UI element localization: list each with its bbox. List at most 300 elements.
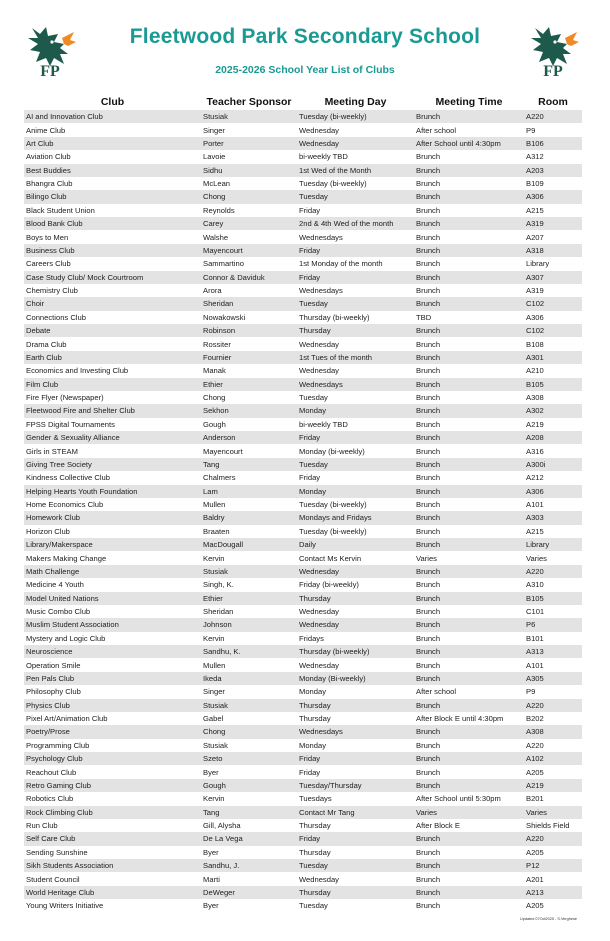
room-cell: A102 <box>526 754 544 764</box>
room-cell: C102 <box>526 299 545 309</box>
club-name-cell: Helping Hearts Youth Foundation <box>26 486 138 496</box>
table-row <box>24 712 582 725</box>
table-row <box>24 645 582 658</box>
meeting-day-cell: Daily <box>299 540 316 550</box>
table-row <box>24 859 582 872</box>
teacher-cell: Sekhon <box>203 406 229 416</box>
table-row <box>24 458 582 471</box>
teacher-cell: Stusiak <box>203 112 228 122</box>
meeting-time-cell: Brunch <box>416 593 441 603</box>
room-cell: A220 <box>526 700 544 710</box>
meeting-time-cell: After Block E <box>416 821 460 831</box>
meeting-time-cell: Brunch <box>416 660 441 670</box>
meeting-time-cell: Brunch <box>416 861 441 871</box>
table-row <box>24 872 582 885</box>
meeting-day-cell: Wednesdays <box>299 232 343 242</box>
table-row <box>24 792 582 805</box>
teacher-cell: Johnson <box>203 620 232 630</box>
meeting-time-cell: Brunch <box>416 152 441 162</box>
meeting-day-cell: Tuesday (bi-weekly) <box>299 179 367 189</box>
room-cell: A306 <box>526 486 544 496</box>
table-row <box>24 123 582 136</box>
meeting-day-cell: Wednesday <box>299 607 339 617</box>
meeting-day-cell: Friday <box>299 834 321 844</box>
club-name-cell: Pen Pals Club <box>26 673 75 683</box>
meeting-day-cell: bi-weekly TBD <box>299 419 348 429</box>
meeting-day-cell: Tuesday (bi-weekly) <box>299 112 367 122</box>
teacher-cell: Byer <box>203 901 219 911</box>
table-row <box>24 739 582 752</box>
meeting-time-cell: Brunch <box>416 406 441 416</box>
teacher-cell: Lavoie <box>203 152 226 162</box>
room-cell: Library <box>526 259 550 269</box>
meeting-day-cell: Thursday <box>299 326 331 336</box>
meeting-day-cell: Thursday <box>299 887 331 897</box>
meeting-day-cell: Wednesday <box>299 125 339 135</box>
teacher-cell: Chalmers <box>203 473 236 483</box>
meeting-time-cell: Brunch <box>416 540 441 550</box>
club-name-cell: Chemistry Club <box>26 286 78 296</box>
teacher-cell: Ethier <box>203 593 223 603</box>
meeting-time-cell: Brunch <box>416 112 441 122</box>
teacher-cell: Reynolds <box>203 205 235 215</box>
room-cell: B109 <box>526 179 544 189</box>
club-name-cell: Aviation Club <box>26 152 71 162</box>
club-name-cell: Run Club <box>26 821 58 831</box>
page-subtitle: 2025-2026 School Year List of Clubs <box>215 64 395 76</box>
table-row <box>24 431 582 444</box>
teacher-cell: Manak <box>203 366 226 376</box>
room-cell: P9 <box>526 687 536 697</box>
room-cell: C102 <box>526 326 545 336</box>
room-cell: A318 <box>526 245 544 255</box>
teacher-cell: Chong <box>203 727 226 737</box>
room-cell: A306 <box>526 192 544 202</box>
meeting-day-cell: Monday <box>299 486 327 496</box>
meeting-day-cell: Thursday <box>299 714 331 724</box>
club-name-cell: Business Club <box>26 245 75 255</box>
table-row <box>24 899 582 912</box>
teacher-cell: Singh, K. <box>203 580 234 590</box>
room-cell: B106 <box>526 138 544 148</box>
meeting-time-cell: Brunch <box>416 473 441 483</box>
meeting-time-cell: Brunch <box>416 205 441 215</box>
column-header-day: Meeting Day <box>324 96 387 108</box>
meeting-time-cell: Brunch <box>416 245 441 255</box>
meeting-day-cell: Tuesdays <box>299 794 332 804</box>
teacher-cell: Rossiter <box>203 339 231 349</box>
meeting-day-cell: Tuesday/Thursday <box>299 780 362 790</box>
meeting-time-cell: Brunch <box>416 834 441 844</box>
meeting-day-cell: Monday <box>299 740 327 750</box>
meeting-time-cell: Brunch <box>416 192 441 202</box>
room-cell: A207 <box>526 232 544 242</box>
club-name-cell: FPSS Digital Tournaments <box>26 419 115 429</box>
club-name-cell: Film Club <box>26 379 59 389</box>
meeting-day-cell: Tuesday <box>299 459 328 469</box>
teacher-cell: Chong <box>203 192 226 202</box>
table-row <box>24 137 582 150</box>
club-name-cell: Art Club <box>26 138 54 148</box>
table-row <box>24 699 582 712</box>
meeting-day-cell: Monday (bi-weekly) <box>299 446 365 456</box>
teacher-cell: Sidhu <box>203 165 223 175</box>
room-cell: A220 <box>526 112 544 122</box>
teacher-cell: Kervin <box>203 794 225 804</box>
meeting-time-cell: Brunch <box>416 740 441 750</box>
club-name-cell: Economics and Investing Club <box>26 366 129 376</box>
room-cell: A215 <box>526 526 544 536</box>
room-cell: A319 <box>526 286 544 296</box>
room-cell: A213 <box>526 887 544 897</box>
room-cell: P6 <box>526 620 536 630</box>
table-row <box>24 404 582 417</box>
room-cell: B101 <box>526 633 544 643</box>
table-row <box>24 378 582 391</box>
club-name-cell: Physics Club <box>26 700 70 710</box>
meeting-time-cell: TBD <box>416 312 432 322</box>
room-cell: A308 <box>526 393 544 403</box>
meeting-day-cell: Monday <box>299 406 327 416</box>
table-row <box>24 110 582 123</box>
table-row <box>24 618 582 631</box>
teacher-cell: Anderson <box>203 433 236 443</box>
meeting-day-cell: Thursday (bi-weekly) <box>299 647 370 657</box>
meeting-day-cell: Wednesday <box>299 339 339 349</box>
room-cell: P12 <box>526 861 540 871</box>
table-row <box>24 832 582 845</box>
meeting-day-cell: Tuesday <box>299 299 328 309</box>
room-cell: A210 <box>526 366 544 376</box>
meeting-day-cell: Thursday <box>299 700 331 710</box>
club-name-cell: Poetry/Prose <box>26 727 70 737</box>
meeting-day-cell: Wednesday <box>299 138 339 148</box>
club-name-cell: Young Writers Initiative <box>26 901 104 911</box>
club-name-cell: Self Care Club <box>26 834 76 844</box>
teacher-cell: Mayencourt <box>203 446 243 456</box>
meeting-day-cell: Contact Ms Kervin <box>299 553 362 563</box>
table-row <box>24 190 582 203</box>
room-cell: A203 <box>526 165 544 175</box>
room-cell: A300i <box>526 459 546 469</box>
column-header-room: Room <box>538 96 568 108</box>
table-row <box>24 418 582 431</box>
club-name-cell: Programming Club <box>26 740 90 750</box>
meeting-time-cell: After school <box>416 687 457 697</box>
meeting-time-cell: Brunch <box>416 232 441 242</box>
table-row <box>24 471 582 484</box>
meeting-day-cell: 2nd & 4th Wed of the month <box>299 219 394 229</box>
meeting-day-cell: Friday <box>299 433 321 443</box>
room-cell: A310 <box>526 580 544 590</box>
teacher-cell: McLean <box>203 179 231 189</box>
room-cell: A215 <box>526 205 544 215</box>
teacher-cell: Szeto <box>203 754 223 764</box>
teacher-cell: De La Vega <box>203 834 243 844</box>
meeting-day-cell: 1st Monday of the month <box>299 259 383 269</box>
club-name-cell: AI and Innovation Club <box>26 112 103 122</box>
club-name-cell: Choir <box>26 299 45 309</box>
meeting-day-cell: Wednesday <box>299 366 339 376</box>
teacher-cell: Connor & Daviduk <box>203 272 265 282</box>
logo-text: FP <box>40 63 60 78</box>
teacher-cell: Byer <box>203 847 219 857</box>
teacher-cell: Lam <box>203 486 218 496</box>
table-row <box>24 752 582 765</box>
room-cell: A307 <box>526 272 544 282</box>
meeting-day-cell: Wednesdays <box>299 379 343 389</box>
meeting-time-cell: Brunch <box>416 500 441 510</box>
teacher-cell: Robinson <box>203 326 236 336</box>
meeting-day-cell: Thursday <box>299 847 331 857</box>
room-cell: A303 <box>526 513 544 523</box>
table-row <box>24 284 582 297</box>
teacher-cell: Byer <box>203 767 219 777</box>
room-cell: A205 <box>526 847 544 857</box>
teacher-cell: Tang <box>203 459 220 469</box>
teacher-cell: Sandhu, J. <box>203 861 240 871</box>
table-row <box>24 364 582 377</box>
table-row <box>24 525 582 538</box>
teacher-cell: Sheridan <box>203 299 234 309</box>
teacher-cell: Gough <box>203 780 226 790</box>
club-name-cell: Robotics Club <box>26 794 74 804</box>
club-name-cell: Careers Club <box>26 259 71 269</box>
teacher-cell: Ethier <box>203 379 223 389</box>
teacher-cell: Singer <box>203 687 225 697</box>
table-row <box>24 324 582 337</box>
meeting-day-cell: Friday <box>299 473 321 483</box>
meeting-time-cell: Brunch <box>416 847 441 857</box>
club-name-cell: Psychology Club <box>26 754 83 764</box>
meeting-day-cell: Wednesday <box>299 620 339 630</box>
meeting-day-cell: Wednesday <box>299 874 339 884</box>
table-row <box>24 578 582 591</box>
club-name-cell: Sikh Students Association <box>26 861 114 871</box>
table-row <box>24 538 582 551</box>
meeting-day-cell: Tuesday <box>299 192 328 202</box>
room-cell: A305 <box>526 673 544 683</box>
table-row <box>24 204 582 217</box>
meeting-day-cell: Tuesday <box>299 901 328 911</box>
column-header-teacher: Teacher Sponsor <box>206 96 292 108</box>
club-name-cell: Horizon Club <box>26 526 70 536</box>
teacher-cell: Ikeda <box>203 673 222 683</box>
club-name-cell: Kindness Collective Club <box>26 473 110 483</box>
meeting-day-cell: Thursday <box>299 593 331 603</box>
club-name-cell: Connections Club <box>26 312 86 322</box>
teacher-cell: Mullen <box>203 660 226 670</box>
meeting-day-cell: Friday <box>299 754 321 764</box>
club-name-cell: Makers Making Change <box>26 553 107 563</box>
room-cell: A201 <box>526 874 544 884</box>
room-cell: A306 <box>526 312 544 322</box>
room-cell: A301 <box>526 352 544 362</box>
room-cell: P9 <box>526 125 536 135</box>
room-cell: A205 <box>526 901 544 911</box>
meeting-time-cell: Brunch <box>416 647 441 657</box>
table-row <box>24 779 582 792</box>
table-row <box>24 685 582 698</box>
meeting-day-cell: Thursday <box>299 821 331 831</box>
meeting-day-cell: Friday <box>299 272 321 282</box>
club-name-cell: Girls in STEAM <box>26 446 78 456</box>
club-name-cell: Drama Club <box>26 339 67 349</box>
club-name-cell: Library/Makerspace <box>26 540 93 550</box>
table-row <box>24 485 582 498</box>
clubs-table <box>24 94 582 913</box>
table-row <box>24 632 582 645</box>
room-cell: A219 <box>526 419 544 429</box>
meeting-time-cell: Brunch <box>416 299 441 309</box>
room-cell: A312 <box>526 152 544 162</box>
meeting-time-cell: Brunch <box>416 446 441 456</box>
meeting-time-cell: Brunch <box>416 486 441 496</box>
club-name-cell: World Heritage Club <box>26 887 95 897</box>
table-row <box>24 846 582 859</box>
club-name-cell: Gender & Sexuality Alliance <box>26 433 120 443</box>
club-name-cell: Case Study Club/ Mock Courtroom <box>26 272 144 282</box>
meeting-time-cell: Brunch <box>416 339 441 349</box>
meeting-time-cell: Brunch <box>416 607 441 617</box>
meeting-time-cell: Brunch <box>416 366 441 376</box>
room-cell: C101 <box>526 607 545 617</box>
club-name-cell: Giving Tree Society <box>26 459 92 469</box>
meeting-time-cell: Brunch <box>416 887 441 897</box>
room-cell: A308 <box>526 727 544 737</box>
meeting-time-cell: Brunch <box>416 901 441 911</box>
meeting-time-cell: Brunch <box>416 393 441 403</box>
table-row <box>24 725 582 738</box>
table-row <box>24 806 582 819</box>
room-cell: B201 <box>526 794 544 804</box>
table-row <box>24 565 582 578</box>
table-row <box>24 177 582 190</box>
teacher-cell: Arora <box>203 286 222 296</box>
teacher-cell: Sheridan <box>203 607 234 617</box>
room-cell: A208 <box>526 433 544 443</box>
meeting-time-cell: Brunch <box>416 272 441 282</box>
club-name-cell: Retro Gaming Club <box>26 780 91 790</box>
meeting-day-cell: Monday (Bi-weekly) <box>299 673 366 683</box>
meeting-time-cell: Brunch <box>416 526 441 536</box>
meeting-time-cell: Brunch <box>416 459 441 469</box>
meeting-day-cell: Tuesday (bi-weekly) <box>299 526 367 536</box>
meeting-time-cell: Brunch <box>416 874 441 884</box>
club-name-cell: Music Combo Club <box>26 607 91 617</box>
table-row <box>24 230 582 243</box>
room-cell: A205 <box>526 767 544 777</box>
club-name-cell: Fire Flyer (Newspaper) <box>26 393 104 403</box>
table-row <box>24 257 582 270</box>
table-row <box>24 511 582 524</box>
teacher-cell: Chong <box>203 393 226 403</box>
meeting-day-cell: Friday (bi-weekly) <box>299 580 359 590</box>
meeting-day-cell: Thursday (bi-weekly) <box>299 312 370 322</box>
table-row <box>24 498 582 511</box>
column-header-time: Meeting Time <box>435 96 503 108</box>
club-name-cell: Sending Sunshine <box>26 847 88 857</box>
room-cell: B105 <box>526 593 544 603</box>
teacher-cell: Singer <box>203 125 225 135</box>
table-row <box>24 164 582 177</box>
table-row <box>24 217 582 230</box>
club-name-cell: Blood Bank Club <box>26 219 83 229</box>
meeting-time-cell: Brunch <box>416 620 441 630</box>
room-cell: Shields Field <box>526 821 570 831</box>
club-name-cell: Medicine 4 Youth <box>26 580 84 590</box>
meeting-day-cell: Friday <box>299 205 321 215</box>
table-row <box>24 592 582 605</box>
meeting-time-cell: Brunch <box>416 179 441 189</box>
room-cell: B202 <box>526 714 544 724</box>
meeting-time-cell: After School until 5:30pm <box>416 794 501 804</box>
table-row <box>24 311 582 324</box>
room-cell: A212 <box>526 473 544 483</box>
meeting-time-cell: Brunch <box>416 219 441 229</box>
page-title: Fleetwood Park Secondary School <box>129 25 481 48</box>
meeting-day-cell: 1st Tues of the month <box>299 352 373 362</box>
room-cell: A220 <box>526 566 544 576</box>
teacher-cell: Baldry <box>203 513 225 523</box>
meeting-time-cell: Varies <box>416 807 437 817</box>
meeting-day-cell: 1st Wed of the Month <box>299 165 372 175</box>
meeting-time-cell: Brunch <box>416 780 441 790</box>
table-row <box>24 444 582 457</box>
room-cell: B108 <box>526 339 544 349</box>
teacher-cell: Porter <box>203 138 224 148</box>
room-cell: A319 <box>526 219 544 229</box>
table-row <box>24 551 582 564</box>
teacher-cell: Mayencourt <box>203 245 243 255</box>
logo-text: FP <box>543 63 563 78</box>
club-name-cell: Anime Club <box>26 125 66 135</box>
room-cell: Varies <box>526 807 547 817</box>
club-name-cell: Rock Climbing Club <box>26 807 93 817</box>
club-name-cell: Muslim Student Association <box>26 620 119 630</box>
meeting-time-cell: Brunch <box>416 673 441 683</box>
room-cell: A302 <box>526 406 544 416</box>
club-name-cell: Student Council <box>26 874 80 884</box>
table-row <box>24 658 582 671</box>
meeting-day-cell: Contact Mr Tang <box>299 807 355 817</box>
meeting-time-cell: After Block E until 4:30pm <box>416 714 504 724</box>
teacher-cell: Carey <box>203 219 224 229</box>
teacher-cell: Fournier <box>203 352 232 362</box>
room-cell: A313 <box>526 647 544 657</box>
meeting-time-cell: Brunch <box>416 566 441 576</box>
table-row <box>24 672 582 685</box>
teacher-cell: Gill, Alysha <box>203 821 241 831</box>
meeting-day-cell: Tuesday <box>299 393 328 403</box>
teacher-cell: Braaten <box>203 526 230 536</box>
meeting-time-cell: Brunch <box>416 580 441 590</box>
teacher-cell: Kervin <box>203 633 225 643</box>
table-body <box>24 110 582 913</box>
meeting-time-cell: Brunch <box>416 259 441 269</box>
meeting-time-cell: Brunch <box>416 286 441 296</box>
table-row <box>24 819 582 832</box>
meeting-time-cell: Brunch <box>416 379 441 389</box>
club-name-cell: Neuroscience <box>26 647 73 657</box>
club-name-cell: Debate <box>26 326 51 336</box>
room-cell: A316 <box>526 446 544 456</box>
meeting-day-cell: Wednesday <box>299 660 339 670</box>
teacher-cell: Gough <box>203 419 226 429</box>
meeting-time-cell: Brunch <box>416 326 441 336</box>
room-cell: A101 <box>526 660 544 670</box>
meeting-day-cell: bi-weekly TBD <box>299 152 348 162</box>
